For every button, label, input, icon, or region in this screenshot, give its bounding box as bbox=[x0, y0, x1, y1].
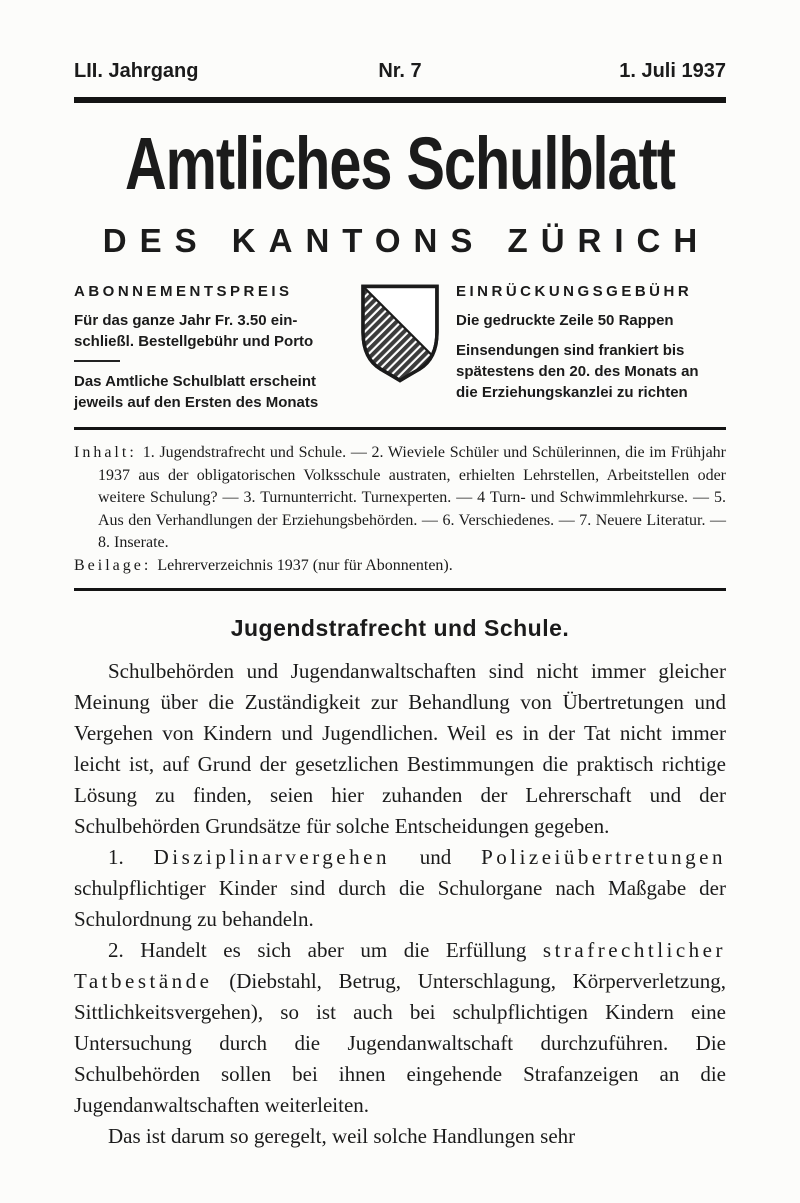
emphasized-run: Disziplinarvergehen bbox=[153, 845, 390, 870]
paper-subtitle: DES KANTONS ZÜRICH bbox=[102, 222, 711, 259]
spacer bbox=[456, 331, 726, 340]
supplement-label: Beilage: bbox=[74, 556, 152, 574]
supplement-note bbox=[74, 555, 726, 578]
subscription-price-line: schließl. Bestellgebühr und Porto bbox=[74, 333, 314, 351]
text-run: Das ist darum so geregelt, weil solche Handlungen sehr bbox=[108, 1124, 576, 1149]
article-paragraph bbox=[74, 842, 726, 935]
subscription-heading: ABONNEMENTSPREIS bbox=[74, 283, 293, 301]
article-heading: Jugendstrafrecht und Schule. bbox=[230, 615, 570, 642]
subscription-price-line: Für das ganze Jahr Fr. 3.50 ein- bbox=[74, 312, 298, 330]
publication-schedule-line: jeweils auf den Ersten des Monats bbox=[74, 394, 319, 412]
imprint-section bbox=[74, 281, 726, 413]
insertion-info bbox=[456, 281, 726, 413]
subscription-info bbox=[74, 281, 344, 413]
article-body bbox=[74, 656, 726, 1152]
masthead-rule bbox=[74, 97, 726, 103]
text-run: (Diebstahl, Betrug, Unterschlagung, Körperverletzung, Sittlichkeitsvergehen), so ist auch bei schulpflichtigen Kindern eine Untersuchung durch die Jugendanwaltschaft durchzuführen. Die Schulbehörden sollen bei ihnen eingehende Strafanzeigen an die Jugendanwaltschaften weiterleiten. bbox=[74, 969, 726, 1118]
text-run: Schulbehörden und Jugendanwaltschaften sind nicht immer gleicher Meinung über die Zuständigkeit zur Behandlung von Übertretungen und Vergehen von Kindern und Jugendlichen. Weil es in der Tat nicht immer leicht ist, auf Grund der gesetzlichen Bestimmungen die praktisch richtige Lösung zu finden, seien hier zuhanden der Lehrerschaft und der Schulbehörden Grundsätze für solche Entscheidungen gegeben. bbox=[74, 659, 726, 839]
text-run: 1. bbox=[108, 845, 154, 870]
toc-rule bbox=[74, 588, 726, 591]
coat-of-arms-wrap bbox=[354, 281, 446, 413]
article-paragraph bbox=[74, 935, 726, 1121]
toc-entry bbox=[74, 442, 726, 555]
publication-schedule-line: Das Amtliche Schulblatt erscheint bbox=[74, 373, 317, 391]
issue-number: Nr. 7 bbox=[378, 60, 422, 82]
subscription-divider bbox=[74, 360, 120, 362]
issue-date: 1. Juli 1937 bbox=[619, 60, 726, 82]
paper-title: Amtliches Schulblatt bbox=[125, 121, 675, 205]
submission-line: spätestens den 20. des Monats an bbox=[456, 363, 699, 381]
emphasized-run: Polizeiübertretungen bbox=[481, 845, 727, 870]
submission-line: die Erziehungskanzlei zu richten bbox=[456, 384, 688, 402]
submission-line: Einsendungen sind frankiert bis bbox=[456, 342, 685, 360]
table-of-contents bbox=[74, 442, 726, 577]
emphasized-run: strafrechtlicher Tatbestände bbox=[74, 938, 726, 994]
article-paragraph bbox=[74, 1121, 726, 1152]
masthead bbox=[74, 60, 726, 83]
volume-label: LII. Jahrgang bbox=[74, 60, 199, 82]
article-paragraph bbox=[74, 656, 726, 842]
text-run: schulpflichtiger Kinder sind durch die Schulorgane nach Maßgabe der Schulordnung zu behandeln. bbox=[74, 876, 726, 932]
supplement-text: Lehrerverzeichnis 1937 (nur für Abonnenten). bbox=[157, 556, 453, 574]
text-run: 2. Handelt es sich aber um die Erfüllung bbox=[108, 938, 543, 963]
imprint-rule bbox=[74, 427, 726, 430]
toc-text: 1. Jugendstrafrecht und Schule. — 2. Wieviele Schüler und Schülerinnen, die im Frühjahr 1937 aus der obligatorischen Volksschule austraten, erhielten Lehrstellen, Arbeitstellen oder weitere Schulung? — 3. Turnunterricht. Turnexperten. — 4 Turn- und Schwimmlehrkurse. — 5. Aus den Verhandlungen der Erziehungsbehörden. — 6. Verschiedenes. — 7. Neuere Literatur. — 8. Inserate. bbox=[98, 444, 726, 552]
zurich-coat-of-arms-shield-icon bbox=[356, 281, 444, 385]
toc-label: Inhalt: bbox=[74, 444, 137, 462]
insertion-rate-line: Die gedruckte Zeile 50 Rappen bbox=[456, 312, 674, 330]
page-content bbox=[74, 0, 726, 1152]
text-run: und bbox=[389, 845, 482, 870]
insertion-heading: EINRÜCKUNGSGEBÜHR bbox=[456, 283, 693, 301]
